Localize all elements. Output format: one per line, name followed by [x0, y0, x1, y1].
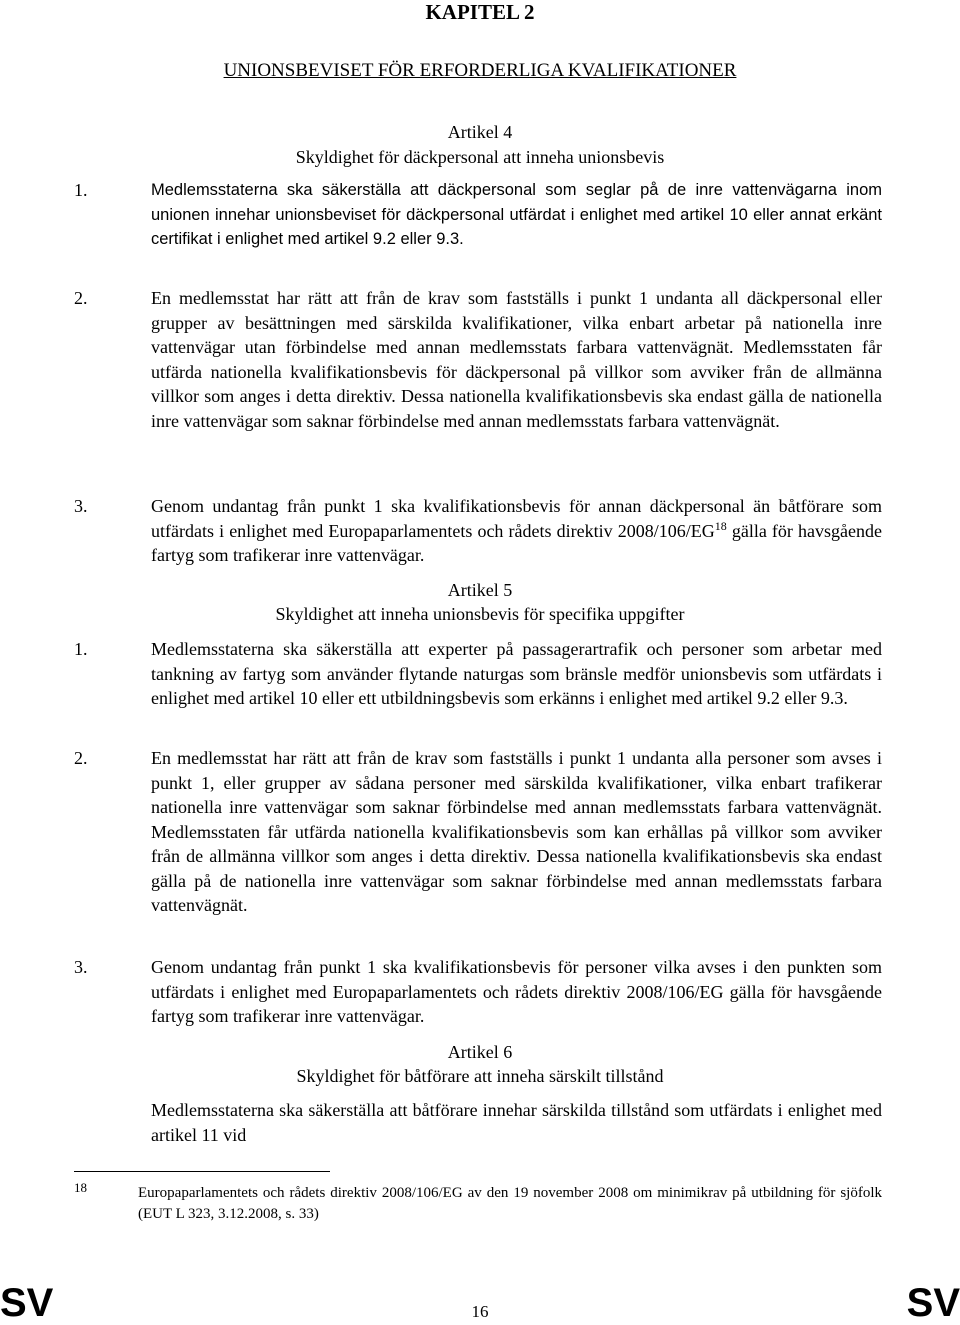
article-5-item-3-text: Genom undantag från punkt 1 ska kvalifikationsbevis för personer vilka avses i den punkten som utfärdats i enlighet med Europaparlamentets och rådets direktiv 2008/106/EG gälla för havsgående fartyg som trafikerar inre vattenvägar. — [151, 957, 882, 1026]
article-4-item-2-number: 2. — [74, 288, 88, 308]
article-6-heading: Skyldighet för båtförare att inneha särskilt tillstånd — [296, 1066, 664, 1086]
article-4-heading: Skyldighet för däckpersonal att inneha unionsbevis — [295, 147, 665, 167]
chapter-title: UNIONSBEVISET FÖR ERFORDERLIGA KVALIFIKATIONER — [223, 60, 737, 81]
article-4-item-3-text-before: Genom undantag från punkt 1 ska kvalifikationsbevis för annan däckpersonal än båtförare som utfärdats i enlighet med Europaparlamentets och rådets direktiv 2008/106/EG — [151, 496, 882, 541]
article-6-number: Artikel 6 — [447, 1042, 513, 1062]
footnote-text: Europaparlamentets och rådets direktiv 2008/106/EG av den 19 november 2008 om minimikrav på utbildning för sjöfolk (EUT L 323, 3.12.2008, s. 33) — [138, 1185, 882, 1222]
article-5-item-1-number: 1. — [74, 639, 88, 659]
footnote-number: 18 — [74, 1180, 87, 1195]
chapter-label: KAPITEL 2 — [425, 0, 535, 24]
article-4-item-3-text-after: gälla för havsgående fartyg som trafikerar inre vattenvägar. — [151, 520, 882, 565]
footer-language-left: SV — [0, 1281, 54, 1325]
article-5-heading: Skyldighet att inneha unionsbevis för specifika uppgifter — [275, 604, 685, 624]
article-5-item-2-text: En medlemsstat har rätt att från de krav som fastställs i punkt 1 undanta alla personer som avses i punkt 1, eller grupper av sådana personer med särskilda kvalifikationer, vilka enbart trafikerar nationella inre vattenvägar som saknar förbindelse med annan medlemsstats farbara vattenvägnät. Medlemsstaten får utfärda nationella kvalifikationsbevis som kan erhållas på villkor som avviker från de allmänna villkor som anges i detta direktiv. Dessa nationella kvalifikationsbevis ska endast gälla på de nationella inre vattenvägar som saknar förbindelse med annan medlemsstats farbara vattenvägnät. — [151, 748, 882, 915]
article-4-number: Artikel 4 — [447, 122, 513, 142]
article-4-item-1-text: Medlemsstaterna ska säkerställa att däckpersonal som seglar på de inre vattenvägarna inom unionen innehar unionsbeviset för däckpersonal utfärdat i enlighet med artikel 10 eller annat erkänt certifikat i enlighet med artikel 9.2 eller 9.3. — [151, 181, 882, 248]
page-number: 16 — [471, 1302, 489, 1321]
article-5-item-2-number: 2. — [74, 748, 88, 768]
footnote-reference[interactable]: 18 — [714, 518, 727, 533]
article-5-item-1-text: Medlemsstaterna ska säkerställa att experter på passagerartrafik och personer som arbetar med tankning av fartyg som använder flytande naturgas som bränsle medför unionsbevis som utfärdats i enlighet med artikel 10 eller ett utbildningsbevis som erkänns i enlighet med artikel 9.2 eller 9.3. — [151, 639, 882, 708]
article-5-item-3-number: 3. — [74, 957, 88, 977]
article-4-item-3-number: 3. — [74, 496, 88, 516]
footnote-separator — [74, 1171, 330, 1172]
article-4-item-1-number: 1. — [74, 180, 88, 200]
article-4-item-2-text: En medlemsstat har rätt att från de krav som fastställs i punkt 1 undanta all däckpersonal eller grupper av besättningen med särskilda kvalifikationer, vilka enbart arbetar på nationella inre vattenvägar utan förbindelse med annan medlemsstats farbara vattenvägnät. Medlemsstaten får utfärda nationella kvalifikationsbevis för däckpersonal på villkor som avviker från de allmänna villkor som anges i detta direktiv. Dessa nationella kvalifikationsbevis ska endast gälla de nationella inre vattenvägar som saknar förbindelse med annan medlemsstats farbara vattenvägnät. — [151, 288, 882, 431]
article-5-number: Artikel 5 — [447, 580, 513, 600]
footer-language-right: SV — [906, 1281, 960, 1325]
article-6-text: Medlemsstaterna ska säkerställa att båtförare innehar särskilda tillstånd som utfärdats i enlighet med artikel 11 vid — [151, 1100, 882, 1145]
article-4-item-3-text — [151, 494, 882, 568]
